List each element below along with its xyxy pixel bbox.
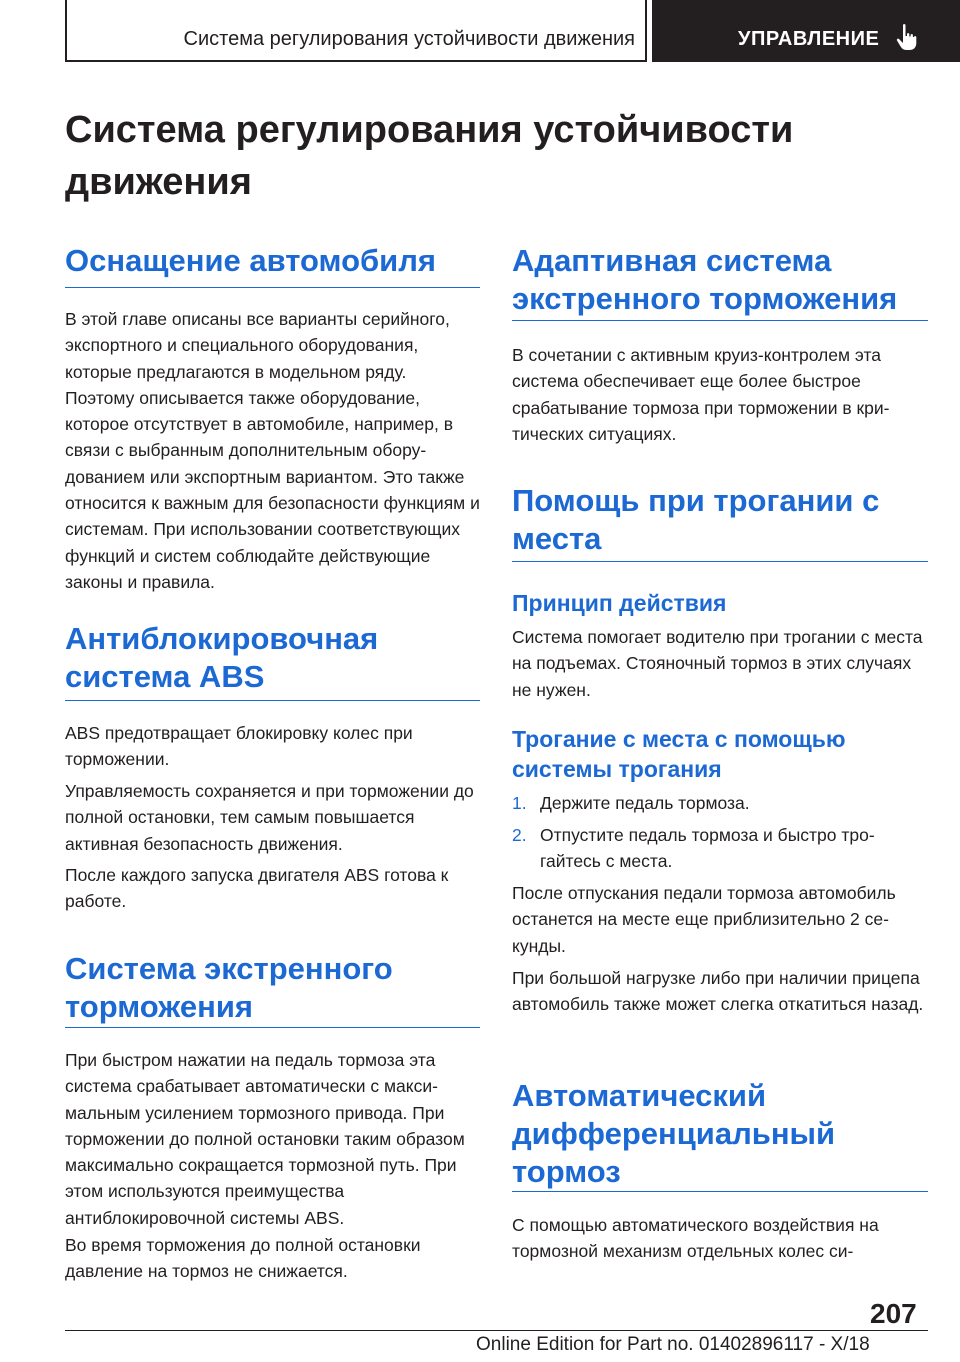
section-rule: [65, 1027, 480, 1028]
paragraph-abs-3: После каждого запуска двигателя ABS готова к работе.: [65, 865, 449, 912]
paragraph-principle: Система помогает водителю при трогании с места на подъемах. Стояночный тормоз в этих случаях не нужен.: [512, 627, 923, 700]
step-text: Отпустите педаль тормоза и быстро трогайтесь с места.: [540, 825, 875, 872]
section-rule: [512, 320, 928, 321]
step-number: 2.: [512, 825, 527, 845]
edition-note: Online Edition for Part no. 01402896117 - X/18: [476, 1334, 870, 1355]
running-title: Система регулирования устойчивости движения: [183, 28, 635, 50]
section-tab: [652, 0, 960, 62]
section-heading-hill-start: Помощь при трогании с места: [512, 483, 880, 556]
section-heading-abs: Антиблокировочная система ABS: [65, 621, 379, 694]
page-number: 207: [870, 1298, 917, 1329]
section-heading-emergency-braking: Система экстренного торможения: [65, 951, 393, 1024]
paragraph-adaptive-braking: В сочетании с активным круиз-контролем эта система обеспечивает еще более быстрое срабатывание тормоза при торможении в критических ситуациях.: [512, 345, 890, 444]
section-heading-differential-brake: Автоматический дифференциальный тормоз: [512, 1078, 836, 1189]
subheading-start-with-system: Трогание с места с помощью системы трогания: [512, 726, 846, 782]
list-item: [512, 822, 928, 872]
hand-pointer-icon: [894, 23, 920, 51]
paragraph-equipment: В этой главе описаны все варианты серийного, экспортного и специального оборудования, которые предлагаются в модельном ряду. Поэтому описывается также оборудование, которое отсутствует в автомобиле, например, в связи с выбранным дополнительным оборудованием или экспортным вариантом. Это также относится к важным для безопасности функциям и системам. При использовании соответствующих функций и систем соблюдайте действующие законы и правила.: [65, 309, 480, 592]
paragraph-hill-start-1: После отпускания педали тормоза автомобиль останется на месте еще приблизительно 2 секунды.: [512, 883, 896, 956]
paragraph-emergency-1: При быстром нажатии на педаль тормоза эта система срабатывает автоматически с максимальным усилением тормозного привода. При торможении до полной остановки таким образом максимально сокращается тормозной путь. При этом используются преимущества антиблокировочной системы ABS.: [65, 1050, 465, 1228]
paragraph-abs-2: Управляемость сохраняется и при торможении до полной остановки, тем самым повышается активная безопасность движения.: [65, 781, 474, 854]
paragraph-hill-start-2: При большой нагрузке либо при наличии прицепа автомобиль также может слегка откатиться назад.: [512, 968, 924, 1015]
section-label: УПРАВЛЕНИЕ: [738, 28, 880, 50]
section-rule: [512, 561, 928, 562]
subheading-principle: Принцип действия: [512, 590, 727, 616]
paragraph-emergency-2: Во время торможения до полной остановки давление на тормоз не снижается.: [65, 1235, 421, 1282]
list-item: [512, 790, 928, 816]
section-heading-equipment: Оснащение автомобиля: [65, 243, 436, 278]
page-title: Система регулирования устойчивости движения: [65, 109, 794, 203]
section-heading-adaptive-braking: Адаптивная система экстренного торможения: [512, 243, 898, 316]
section-rule: [65, 287, 480, 288]
running-header: [65, 0, 647, 62]
section-rule: [65, 700, 480, 701]
step-number: 1.: [512, 793, 527, 813]
paragraph-abs-1: ABS предотвращает блокировку колес при торможении.: [65, 723, 413, 770]
step-text: Держите педаль тормоза.: [540, 793, 750, 813]
section-rule: [512, 1191, 928, 1192]
paragraph-differential-brake: С помощью автоматического воздействия на тормозной механизм отдельных колес си-: [512, 1215, 879, 1262]
footer-rule: [65, 1330, 860, 1331]
footer-rule: [860, 1330, 928, 1331]
